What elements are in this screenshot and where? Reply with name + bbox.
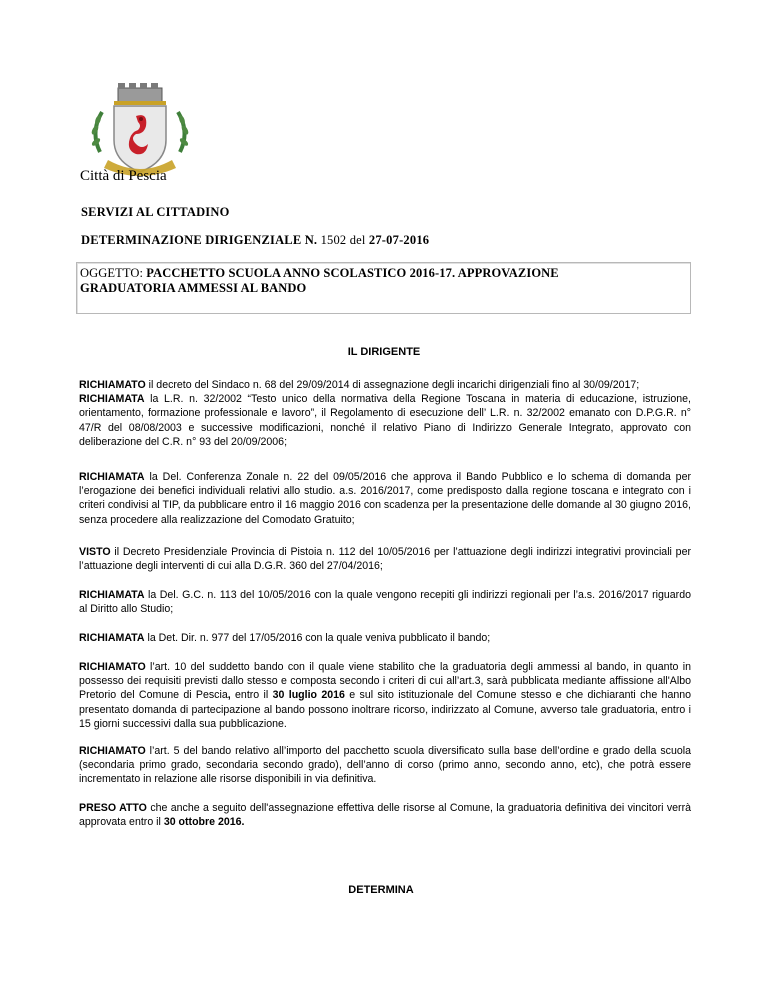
paragraph-text: la Del. G.C. n. 113 del 10/05/2016 con la quale vengono recepiti gli indirizzi regionali per l’a.s. 2016/2017 riguardo al Diritto allo Studio; (79, 589, 691, 616)
paragraph-text: entro il (230, 689, 273, 702)
paragraph-label: RICHIAMATA (79, 589, 145, 601)
paragraph-text: il Decreto Presidenziale Provincia di Pistoia n. 112 del 10/05/2016 per l’attuazione degli indirizzi integrativi provinciali per l’attuazione degli interventi di cui alla D.G.R. 360 del 27/04/2016; (79, 546, 691, 573)
subject-line-1: PACCHETTO SCUOLA ANNO SCOLASTICO 2016-17. APPROVAZIONE (146, 266, 559, 280)
subject-line-2: GRADUATORIA AMMESSI AL BANDO (80, 281, 307, 295)
paragraph-conferenza-zonale (79, 470, 691, 527)
logo-caption: Città di Pescia (80, 168, 167, 184)
service-heading: SERVIZI AL CITTADINO (81, 205, 230, 219)
paragraph-label: RICHIAMATA (79, 393, 145, 406)
paragraph-text: e sul sito istituzionale del Comune stesso e che dichiaranti che hanno presentato domanda di partecipazione al bando possono inoltrare ricorso, indirizzato al Comune, avverso tale graduatoria, entro i 15 giorni successivi dalla sua pubblicazione. (79, 689, 692, 730)
paragraph-richiamato-decreto (79, 378, 691, 449)
heading-dirigente: IL DIRIGENTE (347, 346, 421, 358)
paragraph-text: la Del. Conferenza Zonale n. 22 del 09/05/2016 che approva il Bando Pubblico e lo schema di domanda per l’erogazione dei benefici individuali relativi allo studio. a.s. 2016/2017, come predisposto dalla regione toscana e integrato con i criteri condivisi al TIP, da pubblicare entro il 16 maggio 2016 con scadenza per la presentazione delle domande al 30 giugno 2016, senza procedere alla realizzazione del Comodato Gratuito; (79, 471, 691, 526)
determination-prefix: DETERMINAZIONE DIRIGENZIALE N. (81, 233, 318, 247)
paragraph-label: RICHIAMATO (79, 661, 146, 673)
determination-title (81, 233, 429, 248)
paragraph-det-dir (79, 631, 691, 645)
paragraph-text: il decreto del Sindaco n. 68 del 29/09/2014 di assegnazione degli incarichi dirigenziali fino al 30/09/2017; (145, 379, 640, 391)
paragraph-date: 30 ottobre 2016. (163, 816, 245, 829)
paragraph-text: la L.R. n. 32/2002 “Testo unico della normativa della Regione Toscana in materia di educazione, istruzione, orientamento, formazione professionale e lavoro”, il Regolamento di esecuzione dell’ L.R. n. 32/2002 emanato con D.P.G.R. n° 47/R del 08/08/2003 e successive modificazioni, nonché il relativo Piano di Indirizzo Generale Integrato, approvato con deliberazione del C.R. n° 93 del 20/09/2006; (79, 393, 691, 448)
paragraph-text: la Det. Dir. n. 977 del 17/05/2016 con la quale veniva pubblicato il bando; (144, 632, 491, 644)
subject-text (80, 266, 680, 296)
paragraph-comma: , (227, 689, 231, 702)
determination-number: 1502 del (320, 233, 366, 247)
paragraph-text: l’art. 5 del bando relativo all’importo del pacchetto scuola diversificato sulla base dell’ordine e grado della scuola (secondaria primo grado, secondaria secondo grado), dell’anno di corso (primo anno, secondo anno, etc), che potrà essere incrementato in relazione alle risorse disponibili in via definitiva. (79, 745, 691, 786)
determination-date: 27-07-2016 (368, 233, 430, 247)
paragraph-date: 30 luglio 2016 (272, 689, 345, 702)
paragraph-label: PRESO ATTO (79, 802, 147, 814)
heading-determina: DETERMINA (348, 884, 414, 896)
paragraph-label: RICHIAMATO (79, 745, 146, 757)
paragraph-label: RICHIAMATA (79, 471, 145, 483)
paragraph-text: l’art. 10 del suddetto bando con il quale viene stabilito che la graduatoria degli ammessi al bando, in quanto in possesso dei requisiti previsti dallo stesso e composta secondo i criteri di cui all’art.3, sarà pubblicata mediante affissione all'Albo Pretorio del Comune di Pescia (79, 661, 691, 702)
paragraph-preso-atto (79, 801, 691, 829)
paragraph-art-5 (79, 744, 691, 787)
paragraph-decreto-provincia (79, 545, 691, 573)
paragraph-label: RICHIAMATO (79, 379, 146, 391)
paragraph-text: che anche a seguito dell'assegnazione effettiva delle risorse al Comune, la graduatoria definitiva dei vincitori verrà approvata entro il (79, 802, 691, 829)
paragraph-art-10 (79, 660, 691, 731)
subject-label: OGGETTO: (80, 266, 144, 280)
paragraph-label: RICHIAMATA (79, 632, 145, 644)
paragraph-del-gc (79, 588, 691, 616)
paragraph-label: VISTO (79, 546, 111, 558)
